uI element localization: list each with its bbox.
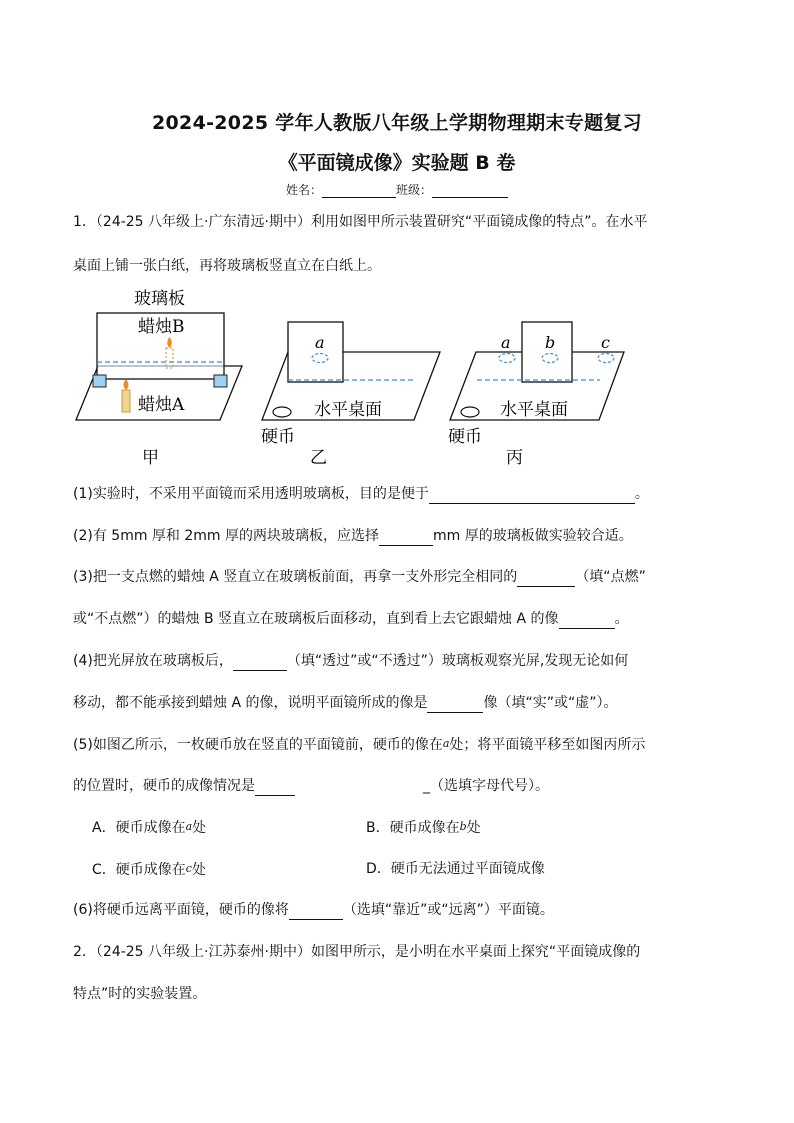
q1-part5-blank[interactable] [255,795,295,796]
student-info-line [0,181,794,198]
q1-part3-text: (3)把一支点燃的蜡烛 A 竖直立在玻璃板前面，再拿一支外形完全相同的 [73,569,518,585]
q1-part4-text: (4)把光屏放在玻璃板后， [73,653,233,669]
q1-part1 [73,484,649,504]
option-a-letter: A． [92,820,116,836]
name-blank[interactable] [322,197,396,198]
option-c-letter: C． [92,862,116,878]
q1-part4-end: 像（填“实”或“虚”）。 [483,695,618,711]
bing-mark-b: b [545,333,556,352]
q1-part6-text: (6)将硬币远离平面镜，硬币的像将 [73,902,289,918]
option-b-mark: b [459,820,467,833]
candle-b-label: 蜡烛B [138,317,185,337]
bing-coin-icon [461,407,479,417]
q1-part3-hint: （填“点燃” [575,569,646,585]
figure-jia [76,289,242,468]
caption-jia: 甲 [142,448,159,468]
bing-coin-label: 硬币 [448,427,482,447]
q1-part4-line2 [73,693,618,713]
class-label: 班级： [396,183,433,197]
glass-label: 玻璃板 [134,289,185,309]
candle-a-flame-icon [124,379,129,390]
q1-part2 [73,526,633,546]
yi-coin-label: 硬币 [261,427,295,447]
q1-part4-blank2[interactable] [427,712,483,713]
option-b-tail: 处 [466,820,481,836]
q1-part3-blank1[interactable] [517,586,575,587]
option-d-text: 硬币无法通过平面镜成像 [390,861,545,877]
q1-part5-text: (5)如图乙所示，一枚硬币放在竖直的平面镜前，硬币的像在 [73,737,443,753]
q2-line1: 2．（24-25 八年级上·江苏泰州·期中）如图甲所示，是小明在水平桌面上探究“平面镜成像的 [73,944,641,960]
caption-bing: 丙 [506,448,523,468]
q1-part3-text2: 或“不点燃”）的蜡烛 B 竖直立在玻璃板后面移动，直到看上去它跟蜡烛 A 的像 [73,611,559,627]
option-d[interactable] [366,859,545,879]
bing-mirror [522,322,572,382]
option-c-tail: 处 [191,862,206,878]
figure-yi [261,322,440,468]
q1-intro-line2: 桌面上铺一张白纸，再将玻璃板竖直立在白纸上。 [73,258,381,274]
q1-part1-end: 。 [634,486,649,502]
q1-part6 [73,900,554,920]
q1-part2-text: (2)有 5mm 厚和 2mm 厚的两块玻璃板，应选择 [73,528,379,544]
q1-intro-line1: 1．（24-25 八年级上·广东清远·期中）利用如图甲所示装置研究“平面镜成像的特点”。在水平 [73,214,648,230]
q1-part4-blank1[interactable] [233,670,287,671]
q2-line2: 特点”时的实验装置。 [73,986,207,1002]
option-b-text: 硬币成像在 [389,820,460,836]
q1-part4-text2: 移动，都不能承接到蜡烛 A 的像，说明平面镜所成的像是 [73,695,428,711]
option-a-tail: 处 [192,820,207,836]
bing-mark-a: a [501,333,511,352]
candle-a-icon [122,390,130,412]
q1-part5-line1 [73,734,645,755]
yi-mark-a: a [315,333,325,352]
q1-part5-end: _（选填字母代号）。 [423,778,549,794]
q1-part1-blank[interactable] [429,503,635,504]
q1-part4-hint: （填“透过”或“不透过”）玻璃板观察光屏,发现无论如何 [286,653,629,669]
bing-mark-c: c [601,333,610,352]
class-blank[interactable] [432,197,508,198]
name-label: 姓名： [285,183,322,197]
q1-part3-blank2[interactable] [559,628,615,629]
page-title: 2024-2025 学年人教版八年级上学期物理期末专题复习 [152,112,642,134]
option-c[interactable] [92,859,206,880]
figure-bing [448,322,624,468]
candle-a-label: 蜡烛A [138,395,185,415]
option-c-text: 硬币成像在 [115,862,186,878]
q1-part3-line2 [73,609,629,629]
q1-part2-blank[interactable] [379,545,433,546]
option-a[interactable] [92,817,206,838]
option-a-mark: a [185,820,193,833]
q1-figure [60,282,740,472]
q1-part3-end: 。 [614,611,629,627]
jia-support-right-icon [214,375,227,387]
q1-part5-line2 [73,776,549,796]
q1-part6-blank[interactable] [289,919,343,920]
yi-mirror [288,322,343,382]
yi-table-label: 水平桌面 [314,400,382,420]
bing-image-a-icon [499,354,515,363]
q1-part2-end: mm 厚的玻璃板做实验较合适。 [433,528,633,544]
option-a-text: 硬币成像在 [115,820,186,836]
q1-part4-line1 [73,651,628,671]
q1-part5-text2: 的位置时，硬币的成像情况是 [73,778,255,794]
option-b-letter: B． [366,820,390,836]
jia-support-left-icon [93,375,106,387]
caption-yi: 乙 [310,448,327,468]
page-subtitle: 《平面镜成像》实验题 B 卷 [278,152,516,174]
bing-image-c-icon [598,354,614,363]
q1-part1-text: (1)实验时，不采用平面镜而采用透明玻璃板，目的是便于 [73,486,429,502]
q1-part5-mark: a [442,737,450,750]
q1-part5-text-b: 处；将平面镜平移至如图丙所示 [449,737,646,753]
option-b[interactable] [366,817,481,838]
option-d-letter: D． [366,861,391,877]
q1-part6-end: （选填“靠近”或“远离”）平面镜。 [342,902,554,918]
option-c-mark: c [185,862,192,875]
yi-coin-icon [273,407,291,417]
q1-part3-line1 [73,567,646,587]
bing-table-label: 水平桌面 [500,400,568,420]
